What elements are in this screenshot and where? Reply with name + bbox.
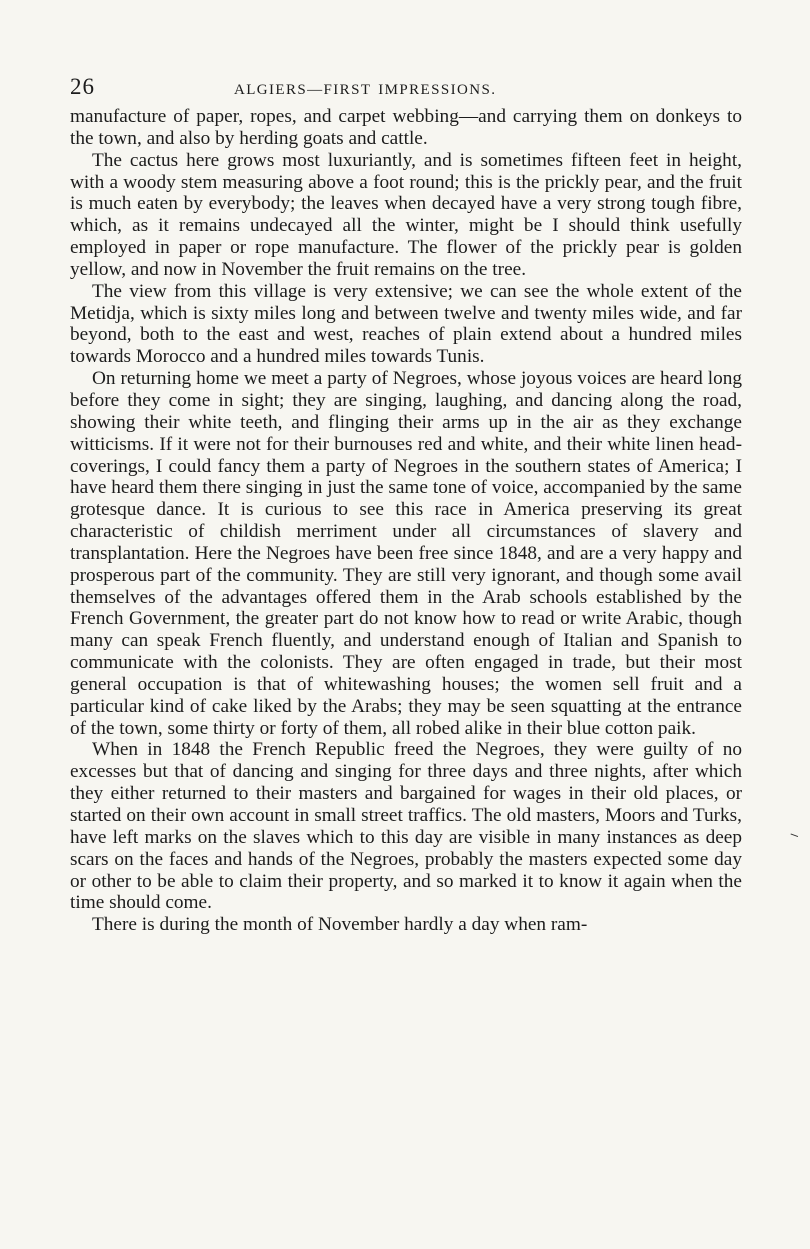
paragraph-november: There is during the month of November hardly a day when ram- (92, 914, 588, 936)
paragraph-cactus: The cactus here grows most luxuriantly, and is sometimes fifteen feet in height, with a woody stem measuring above a foot round; this is the prickly pear, and the fruit is much eaten by everybody; the leaves when decayed have a very strong tough fibre, which, as it remains undecayed all the winter, might be I should think usefully employed in paper or rope manufacture. The flower of the prickly pear is golden yellow, and now in November the fruit remains on the tree. (70, 149, 742, 280)
paragraph-continuation: manufacture of paper, ropes, and carpet webbing—and carrying them on donkeys to the town, and also by herding goats and cattle. (70, 106, 742, 149)
paragraph-view: The view from this village is very extensive; we can see the whole extent of the Metidja, which is sixty miles long and between twelve and twenty miles wide, and far beyond, both to the east and west, reaches of plain extend about a hundred miles towards Morocco and a hundred miles towards Tunis. (70, 280, 742, 368)
body-text (70, 106, 742, 936)
margin-ink-mark: ‒ (787, 825, 802, 845)
book-page (70, 74, 742, 936)
page-header (70, 74, 742, 108)
paragraph-negroes: On returning home we meet a party of Negroes, whose joyous voices are heard long before they come in sight; they are singing, laughing, and dancing along the road, showing their white teeth, and flinging their arms up in the air as they exchange witticisms. If it were not for their burnouses red and white, and their white linen head-coverings, I could fancy them a party of Negroes in the southern states of America; I have heard them there singing in just the same tone of voice, accompanied by the same grotesque dance. It is curious to see this race in America preserving its great characteristic of childish merriment under all circumstances of slavery and transplantation. Here the Negroes have been free since 1848, and are a very happy and prosperous part of the community. They are still very ignorant, and though some avail themselves of the advantages offered them in the Arab schools established by the French Government, the greater part do not know how to read or write Arabic, though many can speak French fluently, and understand enough of Italian and Spanish to communicate with the colonists. They are often engaged in trade, but their most general occupation is that of whitewashing houses; the women sell fruit and a particular kind of cake liked by the Arabs; they may be seen squatting at the entrance of the town, some thirty or forty of them, all robed alike in their blue cotton paik. (70, 368, 742, 739)
paragraph-republic: When in 1848 the French Republic freed the Negroes, they were guilty of no excesses but that of dancing and singing for three days and three nights, after which they either returned to their masters and bargained for wages in their old places, or started on their own account in small street traffics. The old masters, Moors and Turks, have left marks on the slaves which to this day are visible in many instances as deep scars on the faces and hands of the Negroes, probably the masters expected some day or other to be able to claim their property, and so marked it to know it again when the time should come. (70, 739, 742, 914)
page-number: 26 (70, 74, 95, 99)
running-title: ALGIERS—FIRST IMPRESSIONS. (234, 82, 497, 98)
